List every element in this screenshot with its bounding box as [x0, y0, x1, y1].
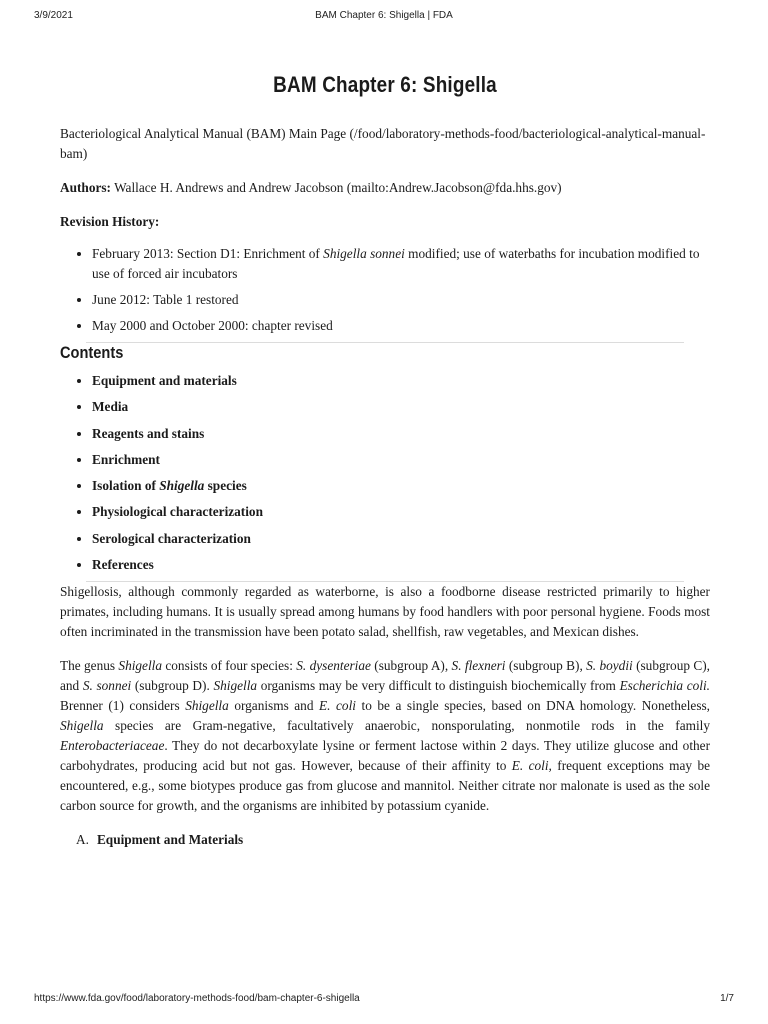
- para-text: (subgroup B),: [505, 658, 587, 674]
- contents-item-media[interactable]: • Media: [92, 397, 710, 417]
- contents-item-equipment[interactable]: • Equipment and materials: [92, 371, 710, 391]
- contents-item-references[interactable]: • References: [92, 555, 710, 575]
- para-text: Brenner (1) considers: [60, 698, 186, 714]
- para-italic: Shigella: [185, 698, 229, 714]
- authors-line: [60, 178, 710, 198]
- contents-item-reagents[interactable]: • Reagents and stains: [92, 424, 710, 444]
- para-text: (subgroup A),: [370, 658, 452, 674]
- para-text: (subgroup D).: [131, 678, 214, 694]
- revision-history-list: [60, 244, 710, 336]
- page-title: BAM Chapter 6: Shigella: [273, 72, 497, 97]
- revision-item: [92, 244, 710, 284]
- para-text: frequent exceptions may be encountered, e.g., some biotypes produce gas from glucose and mannitol. Neither citrate nor malonate is used as the sole carbon source for growth, and the organisms are inhibited by potassium cyanide.: [60, 758, 710, 814]
- para-italic: S. boydii: [586, 658, 633, 674]
- bam-main-page-link[interactable]: Bacteriological Analytical Manual (BAM) Main Page (/food/laboratory-methods-food/bacteriological-analytical-manual-bam): [60, 126, 706, 161]
- contents-list: [60, 371, 710, 575]
- para-italic: E. coli: [319, 698, 356, 714]
- contents-item-text: species: [204, 478, 247, 494]
- article-content: [60, 72, 710, 850]
- para-italic: Shigella: [60, 718, 104, 734]
- contents-item-serological[interactable]: • Serological characterization: [92, 529, 710, 549]
- para-italic: Shigella: [213, 678, 258, 694]
- print-footer: [0, 993, 768, 1009]
- section-a-heading: [60, 830, 710, 850]
- para-text: . They do not decarboxylate lysine or ferment lactose within 2 days. They utilize glucose and other carbohydrates, producing acid but not gas. However, because of their affinity to: [60, 738, 710, 774]
- revision-item: • May 2000 and October 2000: chapter revised: [92, 316, 710, 336]
- print-page-number: 1/7: [720, 993, 734, 1004]
- revision-species: Shigella sonnei: [323, 246, 405, 261]
- section-letter: A.: [76, 832, 89, 848]
- revision-item: • June 2012: Table 1 restored: [92, 290, 710, 310]
- contents-heading: Contents: [60, 343, 124, 362]
- para-italic: S. dysenteriae: [296, 658, 371, 674]
- para-text: The genus: [60, 658, 119, 674]
- intro-paragraph: Shigellosis, although commonly regarded as waterborne, is also a foodborne disease restricted primarily to higher primates, including humans. It is usually spread among humans by food handlers with poor personal hygiene. Foods most often incriminated in the transmission have been potato salad, shellfish, raw vegetables, and Mexican dishes.: [60, 584, 710, 640]
- para-italic: Escherichia coli.: [619, 678, 710, 694]
- genus-paragraph: [60, 656, 710, 816]
- revision-text: February 2013: Section D1: Enrichment of: [92, 246, 324, 261]
- para-italic: E. coli,: [511, 758, 552, 774]
- revision-history-label: [60, 212, 710, 232]
- contents-item-isolation[interactable]: [92, 476, 710, 496]
- para-text: organisms and: [228, 698, 320, 714]
- para-italic: S. sonnei: [82, 678, 132, 694]
- revision-history-label-text: Revision History:: [60, 214, 160, 229]
- print-url: https://www.fda.gov/food/laboratory-methods-food/bam-chapter-6-shigella: [34, 993, 360, 1004]
- contents-item-physiological[interactable]: • Physiological characterization: [92, 502, 710, 522]
- para-text: consists of four species:: [162, 658, 297, 674]
- para-text: (subgroup C), and: [60, 658, 710, 694]
- contents-item-enrichment[interactable]: • Enrichment: [92, 450, 710, 470]
- para-text: to be a single species, based on DNA homology. Nonetheless,: [355, 698, 711, 714]
- print-date: 3/9/2021: [34, 10, 73, 21]
- para-italic: Enterobacteriaceae: [60, 738, 165, 754]
- para-text: species are Gram-negative, facultatively anaerobic, nonsporulating, nonmotile rods in the family: [103, 718, 710, 734]
- contents-item-text: Isolation of: [92, 478, 160, 494]
- section-title: Equipment and Materials: [96, 832, 244, 848]
- para-text: organisms may be very difficult to distinguish biochemically from: [257, 678, 620, 694]
- revision-text: modified; use of waterbaths for incubation modified to use of forced air incubators: [92, 246, 700, 281]
- print-header: [0, 10, 768, 26]
- authors-names[interactable]: Wallace H. Andrews and Andrew Jacobson (mailto:Andrew.Jacobson@fda.hhs.gov): [110, 180, 562, 195]
- para-italic: Shigella: [118, 658, 163, 674]
- authors-label: Authors:: [60, 180, 111, 195]
- para-italic: S. flexneri: [451, 658, 506, 674]
- print-page-title: BAM Chapter 6: Shigella | FDA: [315, 10, 453, 21]
- contents-item-species: Shigella: [159, 478, 205, 494]
